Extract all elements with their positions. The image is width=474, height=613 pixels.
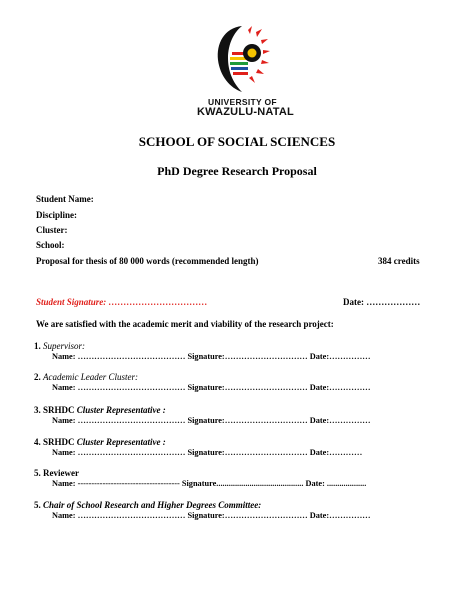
signoff-role: Academic Leader Cluster: [43,372,138,382]
signoff-number: 1. [34,341,41,351]
signoff-supervisor [34,341,85,351]
signoff-role: Supervisor: [43,341,85,351]
signoff-number: 5. [34,468,41,478]
university-crest-icon [212,22,272,96]
cluster-label: Cluster: [36,225,68,235]
signoff-prefix: Reviewer [43,468,79,478]
signoff-number: 3. [34,405,41,415]
signoff-prefix: SRHDC [43,405,75,415]
signoff-role: Cluster Representative : [76,437,166,447]
signoff-name-line: Name: ………………………………… Signature:………………………… Date:…………… [52,383,371,392]
student-signature-line: Student Signature: …………………………… [36,297,208,307]
student-name-label: Student Name: [36,194,94,204]
signoff-role: Chair of School Research and Higher Degrees Committee: [43,500,262,510]
signoff-name-line: Name: ………………………………… Signature:………………………… Date:…………… [52,352,371,361]
signoff-number: 5. [34,500,41,510]
proposal-label: Proposal for thesis of 80 000 words (recommended length) [36,256,259,266]
approval-statement: We are satisfied with the academic merit and viability of the research project: [36,319,334,329]
signoff-chair [34,500,261,510]
signoff-name-line: Name: ………………………………… Signature:………………………… Date:…………… [52,416,371,425]
school-label: School: [36,240,65,250]
logo-line-2: KWAZULU-NATAL [197,106,294,118]
signoff-srhdc-rep-2 [34,437,166,447]
signoff-number: 2. [34,372,41,382]
signoff-prefix: SRHDC [43,437,75,447]
proposal-credits: 384 credits [378,256,420,266]
signoff-srhdc-rep-1 [34,405,166,415]
signoff-name-line: Name: ------------------------------------- Signature.......................................... Date: ................... [52,479,367,488]
signoff-academic-leader [34,372,138,382]
signoff-role: Cluster Representative : [76,405,166,415]
signoff-number: 4. [34,437,41,447]
signoff-name-line: Name: ………………………………… Signature:………………………… Date:………… [52,448,363,457]
signoff-reviewer [34,468,79,478]
signoff-name-line: Name: ………………………………… Signature:………………………… Date:…………… [52,511,371,520]
logo-line-1: UNIVERSITY OF [208,97,277,107]
document-title: PhD Degree Research Proposal [157,164,317,178]
school-title: SCHOOL OF SOCIAL SCIENCES [138,134,336,149]
student-signature-date: Date: ……………… [343,297,421,307]
discipline-label: Discipline: [36,210,78,220]
